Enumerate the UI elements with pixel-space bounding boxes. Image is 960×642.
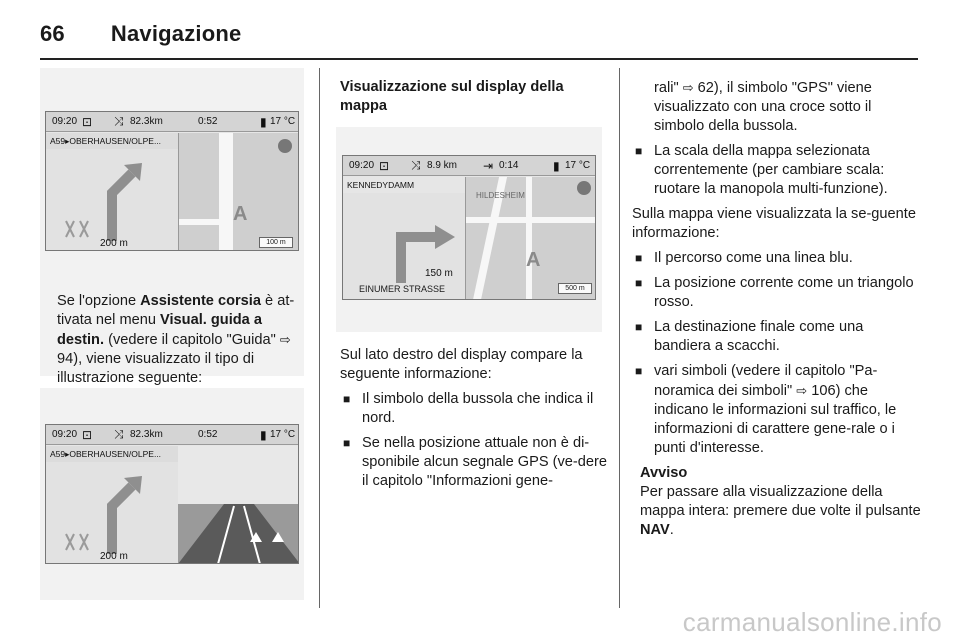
nav-screen-lane-view: [45, 424, 299, 564]
nav-screen-map: [342, 155, 596, 300]
list-item: ■ La destinazione finale come una bandiera a scacchi.: [632, 318, 922, 356]
status-bar: [46, 112, 298, 132]
column-2-body: [340, 346, 610, 497]
route-icon: ⤨: [411, 158, 421, 172]
column-3: [632, 78, 922, 546]
clock-icon: ⊡: [82, 114, 93, 129]
figure-panel: [40, 68, 304, 386]
menu-name: Visual. guida a destin.: [57, 312, 262, 348]
bullet-list: [632, 142, 922, 199]
turn-arrow-icon: [46, 462, 178, 564]
compass-icon: [278, 139, 292, 153]
note-box: [632, 464, 922, 540]
temperature: 17 °C: [270, 116, 296, 127]
turn-distance: 200 m: [100, 238, 128, 249]
note-text: Per passare alla visualizzazione della mappa intera: premere due volte il pulsante NAV.: [640, 484, 921, 538]
page-header: [40, 18, 241, 50]
destination-marker-icon: A: [526, 249, 541, 271]
remaining-distance: 82.3km: [130, 429, 163, 440]
column-2: [340, 78, 608, 122]
status-bar: [46, 425, 298, 445]
lane-view: [178, 446, 299, 564]
route-icon: ⤨: [114, 114, 124, 128]
clock: 09:20: [52, 429, 78, 440]
paragraph: Sul lato destro del display compare la seguente informazione:: [340, 347, 583, 382]
remaining-distance: 8.9 km: [427, 160, 458, 171]
option-name: Assistente corsia: [140, 293, 261, 309]
turn-distance: 150 m: [425, 268, 453, 279]
clock-icon: ⊡: [82, 427, 93, 442]
nav-screen-lane-assist: [45, 111, 299, 251]
paragraph: Sulla mappa viene visualizzata la se-guente informazione:: [632, 206, 916, 241]
figure-panel: [336, 127, 602, 332]
clock: 09:20: [349, 160, 375, 171]
list-item: ■ La scala della mappa selezionata correntemente (per cambiare scala: ruotare la manopola multi-funzione).: [632, 142, 922, 199]
reference-arrow-icon: ⇨: [682, 80, 694, 95]
clock-icon: ⊡: [379, 158, 390, 173]
list-item: ■ Il simbolo della bussola che indica il nord.: [340, 390, 610, 428]
column-divider: [619, 68, 620, 608]
temperature: 17 °C: [270, 429, 296, 440]
bullet-list: [340, 390, 610, 491]
turn-arrow-icon: [46, 149, 178, 251]
remaining-time: 0:52: [198, 429, 218, 440]
compass-icon: [577, 181, 591, 195]
page-title: Navigazione: [110, 21, 242, 46]
next-street: EINUMER STRASSE: [359, 284, 446, 294]
arrival-icon: ⇥: [483, 158, 494, 173]
map-scale: 100 m: [259, 237, 293, 248]
turn-distance: 200 m: [100, 551, 128, 562]
road-name: A59▸OBERHAUSEN/OLPE...: [46, 446, 178, 462]
column-divider: [319, 68, 320, 608]
route-icon: ⤨: [114, 427, 124, 441]
remaining-time: 0:14: [499, 160, 519, 171]
watermark: carmanualsonline.info: [682, 607, 942, 637]
remaining-time: 0:52: [198, 116, 218, 127]
thermometer-icon: ▮: [553, 158, 560, 173]
destination-marker-icon: A: [233, 203, 248, 225]
header-rule: [40, 58, 918, 60]
clock: 09:20: [52, 116, 78, 127]
map-view: [178, 133, 299, 251]
list-item: ■ La posizione corrente come un triangolo rosso.: [632, 274, 922, 312]
paragraph: rali" ⇨ 62), il simbolo "GPS" viene visualizzato con una croce sotto il simbolo della bussola.: [654, 80, 872, 134]
road-name: A59▸OBERHAUSEN/OLPE...: [46, 133, 178, 149]
current-street: KENNEDYDAMM: [347, 180, 415, 190]
note-title: Avviso: [640, 465, 688, 481]
temperature: 17 °C: [565, 160, 591, 171]
list-item: ■ Se nella posizione attuale non è di-sponibile alcun segnale GPS (ve-dere il capitolo "Informazioni gene-: [340, 434, 610, 491]
section-heading: Visualizzazione sul display della mappa: [340, 79, 564, 114]
reference-arrow-icon: ⇨: [796, 383, 808, 398]
city-label: HILDESHEIM: [476, 191, 525, 200]
page-number: 66: [40, 21, 65, 46]
thermometer-icon: ▮: [260, 427, 267, 442]
figure-panel: [40, 388, 304, 600]
paragraph: Se l'opzione Assistente corsia è at-tivata nel menu Visual. guida a destin. (vedere il capitolo "Guida" ⇨ 94), viene visualizzato il tipo di illustrazione seguente:: [57, 293, 295, 386]
remaining-distance: 82.3km: [130, 116, 163, 127]
list-item: ■ vari simboli (vedere il capitolo "Pa-noramica dei simboli" ⇨ 106) che indicano le informazioni sul traffico, le informazioni di carattere gene-rale o i punti d'interesse.: [632, 362, 922, 458]
map-scale: 500 m: [558, 283, 592, 294]
thermometer-icon: ▮: [260, 114, 267, 129]
list-item: ■ Il percorso come una linea blu.: [632, 249, 922, 268]
reference-arrow-icon: ⇨: [279, 332, 291, 347]
bullet-list: [632, 249, 922, 458]
map-view: [465, 177, 596, 300]
status-bar: [343, 156, 595, 176]
button-name: NAV: [640, 522, 670, 538]
